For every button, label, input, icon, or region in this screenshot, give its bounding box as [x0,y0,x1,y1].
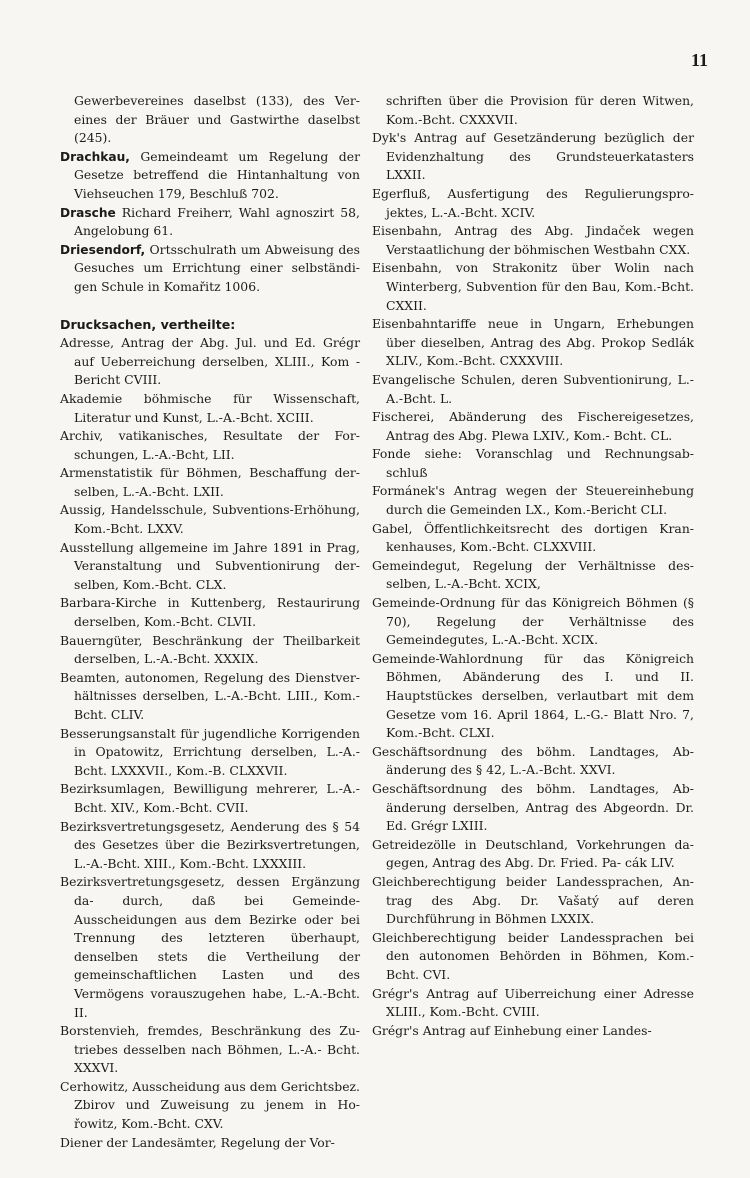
entry-headword: Drachkau, [60,149,130,164]
entry-text: Gemeindegut, Regelung der Verhältnisse des- selben, L.-A.-Bcht. XCIX, [372,557,694,592]
index-entry [60,241,360,297]
index-entry [60,873,360,1022]
index-entry [372,557,694,594]
entry-text: Diener der Landesämter, Regelung der Vor- [60,1134,335,1150]
index-entry [60,539,360,595]
index-entry [60,334,360,390]
entry-text: Armenstatistik für Böhmen, Beschaffung der- selben, L.-A.-Bcht. LXII. [60,465,360,499]
entry-text: Ortsschulrath um Abweisung des Gesuches um Errichtung einer selbständi- gen Schule in Komařitz 1006. [74,241,360,294]
index-entry [372,482,694,519]
index-entry [60,148,360,204]
entry-text: Eisenbahntariffe neue in Ungarn, Erhebungen über dieselben, Antrag des Abg. Prokop Sedlák XLIV., Kom.-Bcht. CXXXVIII. [372,316,694,369]
entry-text: Formánek's Antrag wegen der Steuereinhebung durch die Gemeinden LX., Kom.-Bericht CLI. [372,483,694,518]
entry-text: schriften über die Provision für deren Witwen, Kom.-Bcht. CXXXVII. [386,93,694,127]
entry-text: Fonde siehe: Voranschlag und Rechnungsab- schluß [372,446,694,480]
entry-text: Beamten, autonomen, Regelung des Dienstver- hältnisses derselben, L.-A.-Bcht. LIII., Kom.-Bcht. CLIV. [60,669,360,722]
entry-text: Gemeindeamt um Regelung der Gesetze betreffend die Hintanhaltung von Viehseuchen 179, Beschluß 702. [74,148,360,201]
index-entry [60,390,360,427]
index-entry [372,222,694,259]
entry-text: Cerhowitz, Ausscheidung aus dem Gerichtsbez. Zbirov und Zuweisung zu jenem in Ho- řowitz, Kom.-Bcht. CXV. [60,1078,360,1132]
entry-text: Ausstellung allgemeine im Jahre 1891 in Prag, Veranstaltung und Subventionirung der- selben, Kom.-Bcht. CLX. [60,539,360,592]
entry-headword: Driesendorf, [60,242,146,257]
entry-headword: Drasche [60,205,116,220]
index-entry [60,632,360,669]
index-entry [60,818,360,874]
index-entry [60,594,360,631]
index-entry [60,464,360,501]
entry-text: Grégr's Antrag auf Einhebung einer Landes- [372,1022,652,1038]
left-column [60,92,360,1152]
entry-text: Eisenbahn, Antrag des Abg. Jindaček wegen Verstaatlichung der böhmischen Westbahn CXX. [372,223,694,257]
entry-text: Bezirksumlagen, Bewilligung mehrerer, L.-A.- Bcht. XIV., Kom.-Bcht. CVII. [60,781,360,815]
index-entry [372,836,694,873]
index-entry [372,315,694,371]
entry-text: Bezirksvertretungsgesetz, dessen Ergänzung da- durch, daß bei Gemeinde-Ausscheidungen aus dem Bezirke oder bei Trennung des letzteren überhaupt, denselben stets die Vertheilung der gemeinschaftlichen Lasten und des Vermögens vorauszugehen habe, L.-A.-Bcht. II. [60,874,360,1020]
entry-text: Dyk's Antrag auf Gesetzänderung bezüglich der Evidenzhaltung des Grundsteuerkatasters LXXII. [372,130,694,183]
index-entry [60,427,360,464]
entry-text: Gemeinde-Wahlordnung für das Königreich Böhmen, Abänderung des I. und II. Hauptstückes derselben, verlautbart mit dem Gesetze vom 16. April 1864, L.-G.- Blatt Nro. 7, Kom.-Bcht. CLXI. [372,650,694,741]
entry-text: Gabel, Öffentlichkeitsrecht des dortigen Kran- kenhauses, Kom.-Bcht. CLXXVIII. [372,520,694,555]
index-entry [372,650,694,743]
index-entry [372,371,694,408]
index-entry [372,594,694,650]
entry-text: Gleichberechtigung beider Landessprachen bei den autonomen Behörden in Böhmen, Kom.-Bcht. CVI. [372,929,694,982]
index-entry [60,1134,360,1153]
entry-text: Akademie böhmische für Wissenschaft, Literatur und Kunst, L.-A.-Bcht. XCIII. [60,390,360,425]
entry-text: Bauerngüter, Beschränkung der Theilbarkeit derselben, L.-A.-Bcht. XXXIX. [60,632,360,667]
index-entry [372,520,694,557]
index-entry [372,259,694,315]
index-entry [60,780,360,817]
entry-text: Barbara-Kirche in Kuttenberg, Restaurirung derselben, Kom.-Bcht. CLVII. [60,595,360,630]
entry-text: Aussig, Handelsschule, Subventions-Erhöhung, Kom.-Bcht. LXXV. [60,502,360,537]
index-entry [372,873,694,929]
entry-text: Geschäftsordnung des böhm. Landtages, Ab- änderung des § 42, L.-A.-Bcht. XXVI. [372,743,694,778]
index-entry [372,780,694,836]
index-entry [60,725,360,781]
section-gap [60,297,360,316]
entry-text: Archiv, vatikanisches, Resultate der For- schungen, L.-A.-Bcht, LII. [60,428,360,462]
right-column [372,92,694,1040]
index-entry [372,185,694,222]
index-entry [372,1022,694,1041]
index-entry [372,129,694,185]
index-entry [60,92,360,148]
entry-text: Fischerei, Abänderung des Fischereigesetzes, Antrag des Abg. Plewa LXIV., Kom.- Bcht. CL. [372,409,694,443]
index-entry [372,743,694,780]
entry-text: Adresse, Antrag der Abg. Jul. und Ed. Grégr auf Ueberreichung derselben, XLIII., Kom - Bericht CVIII. [60,335,360,388]
index-entry [60,501,360,538]
entry-text: Richard Freiherr, Wahl agnoszirt 58, Angelobung 61. [74,204,360,239]
index-entry [372,445,694,482]
entry-text: Getreidezölle in Deutschland, Vorkehrungen da- gegen, Antrag des Abg. Dr. Fried. Pa- cák LIV. [372,836,694,871]
entry-text: Geschäftsordnung des böhm. Landtages, Ab- änderung derselben, Antrag des Abgeordn. Dr. Ed. Grégr LXIII. [372,780,694,834]
index-entry [60,669,360,725]
entry-text: Gleichberechtigung beider Landessprachen, An- trag des Abg. Dr. Vašatý auf deren Durchführung in Böhmen LXXIX. [372,873,694,927]
index-entry [60,1078,360,1134]
entry-text: Evangelische Schulen, deren Subventionirung, L.-A.-Bcht. L. [372,371,694,406]
index-entry [372,985,694,1022]
index-entry [60,204,360,241]
section-title: Drucksachen, vertheilte: [60,316,236,332]
index-entry [372,92,694,129]
entry-text: Besserungsanstalt für jugendliche Korrigenden in Opatowitz, Errichtung derselben, L.-A.- Bcht. LXXXVII., Kom.-B. CLXXVII. [60,725,360,778]
entry-text: Grégr's Antrag auf Uiberreichung einer Adresse XLIII., Kom.-Bcht. CVIII. [372,985,694,1020]
index-entry [60,1022,360,1078]
entry-text: Gewerbevereines daselbst (133), des Ver- eines der Bräuer und Gastwirthe daselbst (245). [74,93,360,146]
index-entry [372,408,694,445]
entry-text: Eisenbahn, von Strakonitz über Wolin nach Winterberg, Subvention für den Bau, Kom.-Bcht. CXXII. [372,260,694,313]
page-number: 11 [690,50,708,70]
entry-text: Bezirksvertretungsgesetz, Aenderung des § 54 des Gesetzes über die Bezirksvertretungen, L.-A.-Bcht. XIII., Kom.-Bcht. LXXXIII. [60,818,360,871]
entry-text: Gemeinde-Ordnung für das Königreich Böhmen (§ 70), Regelung der Verhältnisse des Gemeindegutes, L.-A.-Bcht. XCIX. [372,595,694,648]
entry-text: Borstenvieh, fremdes, Beschränkung des Zu- triebes desselben nach Böhmen, L.-A.- Bcht. XXXVI. [60,1023,360,1076]
entry-text: Egerfluß, Ausfertigung des Regulierungspro- jektes, L.-A.-Bcht. XCIV. [372,185,694,220]
index-entry [372,929,694,985]
